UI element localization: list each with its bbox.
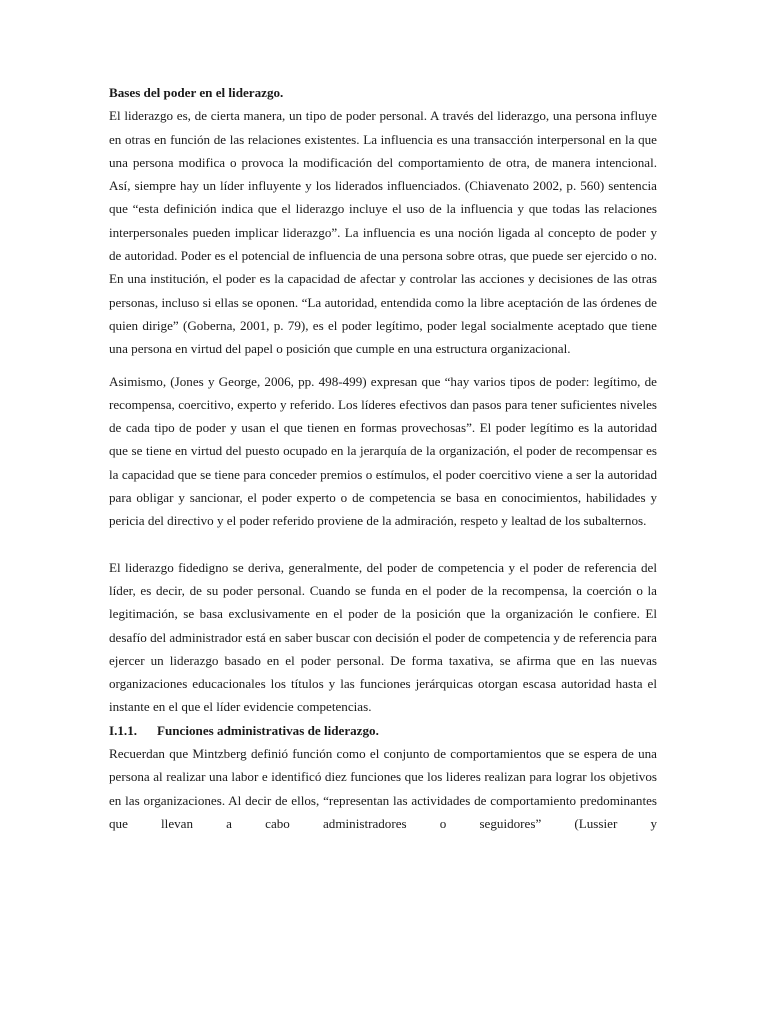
subsection-title: Funciones administrativas de liderazgo. [157, 722, 379, 738]
subsection-number: I.1.1. [109, 722, 138, 738]
paragraph-influence: El liderazgo es, de cierta manera, un tipo de poder personal. A través del liderazgo, una persona influye en otras en función de las relaciones existentes. La influencia es una transacción interpersonal en la que una persona modifica o provoca la modificación del comportamiento de otra, de manera intencional. Así, siempre hay un líder influyente y los liderados influenciados. (Chiavenato 2002, p. 560) sentencia que “esta definición indica que el liderazgo incluye el uso de la influencia y que todas las relaciones interpersonales pueden implicar liderazgo”. La influencia es una noción ligada al concepto de poder y de autoridad. Poder es el potencial de influencia de una persona sobre otras, que puede ser ejercido o no. En una institución, el poder es la capacidad de afectar y controlar las acciones y decisiones de las otras personas, incluso si ellas se oponen. “La autoridad, entendida como la libre aceptación de las órdenes de quien dirige” (Goberna, 2001, p. 79), es el poder legítimo, poder legal socialmente aceptado que tiene una persona en virtud del papel o posición que cumple en una estructura organizacional. [109, 108, 657, 357]
section-heading: Bases del poder en el liderazgo. [109, 85, 284, 100]
paragraph-mintzberg: Recuerdan que Mintzberg definió función como el conjunto de comportamientos que se espera de una persona al realizar una labor e identificó diez funciones que los lideres realizan para lograr los objetivos en las organizaciones. Al decir de ellos, “representan las actividades de comportamiento predominantes que llevan a cabo administradores o seguidores” (Lussier y [109, 746, 657, 831]
document-page [109, 81, 657, 835]
subsection-heading [109, 719, 657, 742]
paragraph-genuine-leadership: El liderazgo fidedigno se deriva, generalmente, del poder de competencia y el poder de referencia del líder, es decir, de su poder personal. Cuando se funda en el poder de la recompensa, la coerción o la legitimación, se basa exclusivamente en el poder de la posición que la organización le confiere. El desafío del administrador está en saber buscar con decisión el poder de competencia y de referencia para ejercer un liderazgo basado en el poder personal. De forma taxativa, se afirma que en las nuevas organizaciones educacionales los títulos y las funciones jerárquicas otorgan escasa autoridad hasta el instante en el que el líder evidencie competencias. [109, 559, 657, 715]
paragraph-power-types: Asimismo, (Jones y George, 2006, pp. 498-499) expresan que “hay varios tipos de poder: legítimo, de recompensa, coercitivo, experto y referido. Los líderes efectivos dan pasos para tener suficientes niveles de cada tipo de poder y usan el que tienen en formas provechosas”. El poder legítimo es la autoridad que se tiene en virtud del puesto ocupado en la jerarquía de la organización, el poder de recompensar es la capacidad que se tiene para conceder premios o estímulos, el poder coercitivo viene a ser la autoridad para obligar y sancionar, el poder experto o de competencia se basa en conocimientos, habilidades y pericia del directivo y el poder referido proviene de la admiración, respeto y lealtad de los subalternos. [109, 373, 657, 529]
